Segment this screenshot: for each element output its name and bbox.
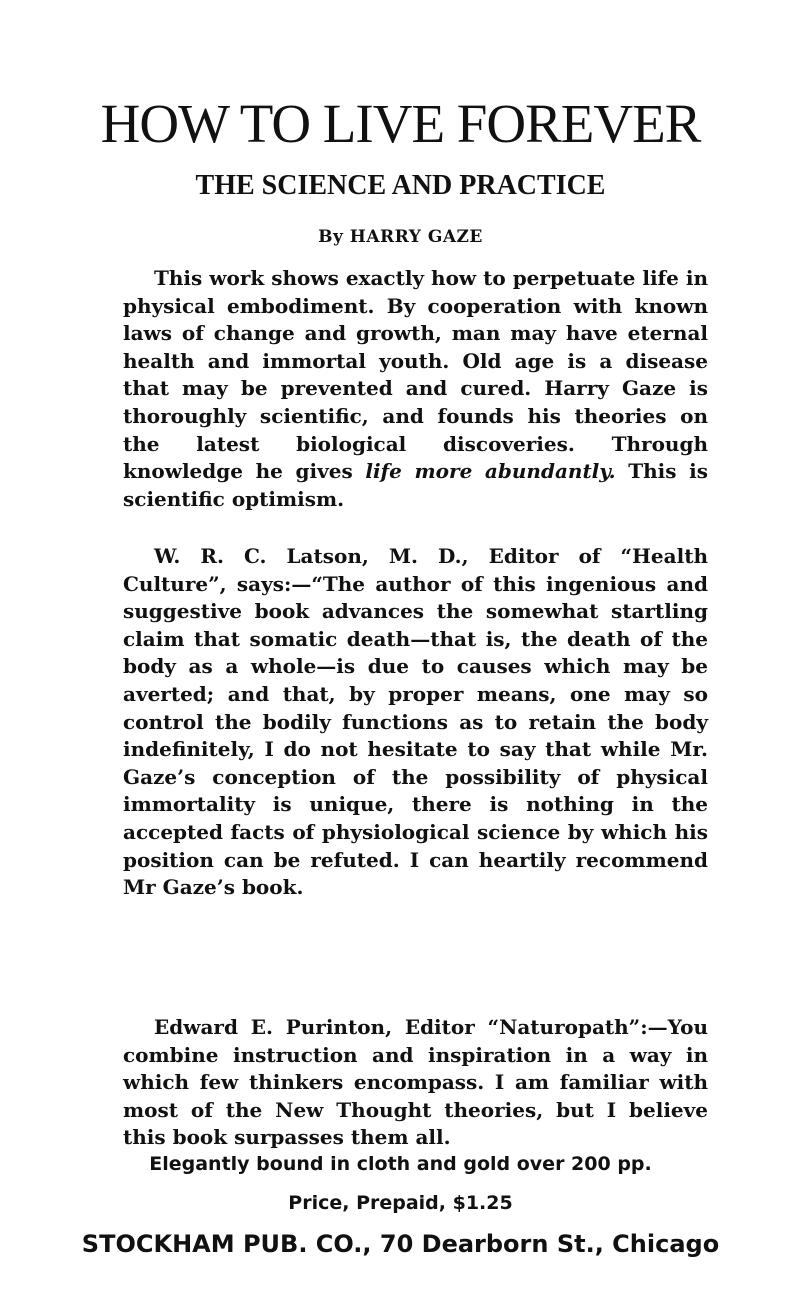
book-title: HOW TO LIVE FOREVER (100, 93, 701, 154)
testimonial-purinton: Edward E. Purinton, Editor “Naturopath”:—You combine instruction and inspiration in a way in which few thinkers encompass. I am familiar with most of the New Thought theories, but I believe this book surpasses them all. (123, 1015, 708, 1150)
book-description (123, 265, 708, 513)
author-byline: By HARRY GAZE (318, 227, 483, 247)
description-closing: This is scientific optimism. (123, 459, 708, 511)
testimonial-latson: W. R. C. Latson, M. D., Editor of “Health Culture”, says:—“The author of this ingenious and suggestive book advances the somewhat startling claim that somatic death—that is, the death of the body as a whole—is due to causes which may be averted; and that, by proper means, one may so control the bodily functions as to retain the body indefinitely, I do not hesitate to say that while Mr. Gaze’s conception of the possibility of physical immortality is unique, there is nothing in the accepted facts of physiological science by which his position can be refuted. I can heartily recommend Mr Gaze’s book. (123, 544, 708, 900)
price-line: Price, Prepaid, $1.25 (288, 1192, 513, 1214)
book-subtitle: THE SCIENCE AND PRACTICE (195, 170, 606, 201)
publisher-address: STOCKHAM PUB. CO., 70 Dearborn St., Chicago (81, 1230, 720, 1258)
description-text: This work shows exactly how to perpetuate life in physical embodiment. By cooperation with known laws of change and growth, man may have eternal health and immortal youth. Old age is a disease that may be prevented and cured. Harry Gaze is thoroughly scientific, and founds his theories on the latest biological discoveries. Through knowledge he gives (123, 266, 708, 484)
binding-details: Elegantly bound in cloth and gold over 200 pp. (149, 1153, 652, 1175)
description-emphasis: life more abundantly. (365, 459, 616, 484)
